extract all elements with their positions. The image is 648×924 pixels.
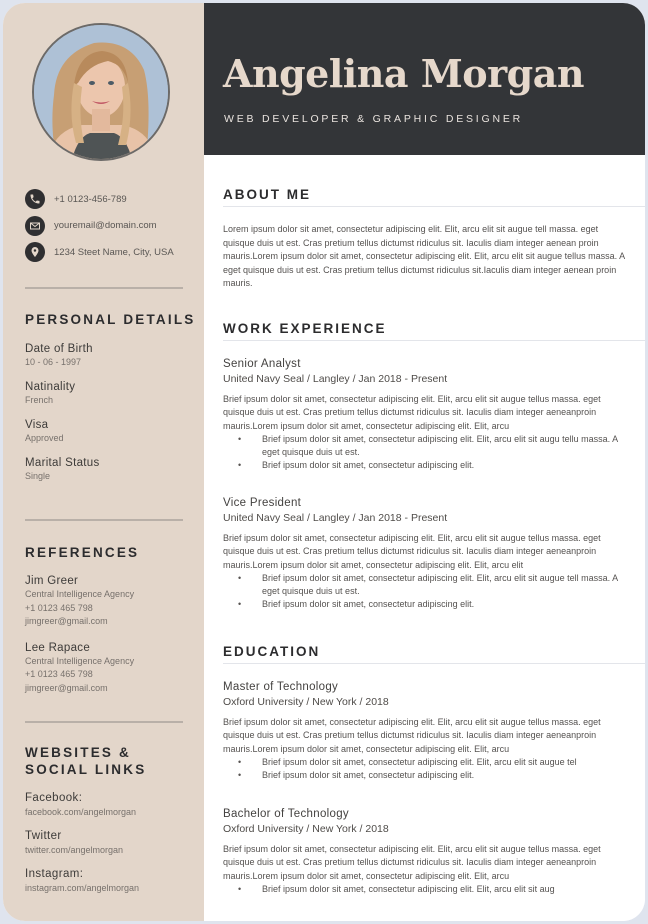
detail-item xyxy=(25,418,100,445)
bullet-item: • Brief ipsum dolor sit amet, consectetur adipiscing elit. Elit, arcu elit sit augu tellu massa. A eget quisque duis ut est. xyxy=(262,433,633,460)
detail-item xyxy=(25,380,100,407)
mail-icon xyxy=(25,216,45,236)
reference-phone: +1 0123 465 798 xyxy=(25,669,93,679)
bullet-item: • Brief ipsum dolor sit amet, consectetur adipiscing elit. Elit, arcu elit sit augue tel xyxy=(262,756,633,769)
reference-item xyxy=(25,641,134,696)
detail-item xyxy=(25,456,100,483)
detail-value: Single xyxy=(25,471,51,481)
reference-name: Jim Greer xyxy=(25,575,79,587)
resume-page xyxy=(3,3,645,921)
job-bullets xyxy=(223,572,633,612)
detail-value: French xyxy=(25,395,54,405)
reference-org: Central Intelligence Agency xyxy=(25,589,135,599)
degree-bullets xyxy=(223,756,633,783)
education-entry xyxy=(223,807,633,896)
degree-bullets xyxy=(223,883,633,896)
about-heading: ABOUT ME xyxy=(223,187,645,207)
social-link[interactable]: twitter.com/angelmorgan xyxy=(25,845,124,855)
job-subtitle: United Navy Seal / Langley / Jan 2018 - Present xyxy=(223,512,448,524)
contact-phone xyxy=(25,186,174,213)
full-name: Angelina Morgan xyxy=(223,51,584,96)
job-entry xyxy=(223,357,633,473)
sidebar xyxy=(3,3,204,921)
job-description: Brief ipsum dolor sit amet, consectetur adipiscing elit. Elit, arcu elit sit augue tellus massa. eget quisque duis ut est. Cras pretium tellus dictumst ridiculus sit. Iaculis diam integer aeneanproin mauris.Lorem ipsum dolor sit amet, consectetur adipiscing elit. Elit, arcu xyxy=(223,394,601,431)
job-role: WEB DEVELOPER & GRAPHIC DESIGNER xyxy=(224,113,524,125)
detail-label: Date of Birth xyxy=(25,343,93,355)
job-bullets xyxy=(223,433,633,473)
degree-description: Brief ipsum dolor sit amet, consectetur adipiscing elit. Elit, arcu elit sit augue tellus massa. eget quisque duis ut est. Cras pretium tellus dictumst ridiculus sit. Iaculis diam integer aeneanproin mauris.Lorem ipsum dolor sit amet, consectetur adipiscing elit. Elit, arcu xyxy=(223,717,601,754)
contact-email xyxy=(25,213,174,240)
job-entry xyxy=(223,496,633,612)
references-list xyxy=(25,574,134,707)
job-subtitle: United Navy Seal / Langley / Jan 2018 - Present xyxy=(223,373,448,385)
bullet-item: • Brief ipsum dolor sit amet, consectetur adipiscing elit. xyxy=(262,769,633,782)
job-description: Brief ipsum dolor sit amet, consectetur adipiscing elit. Elit, arcu elit sit augue tellus massa. eget quisque duis ut est. Cras pretium tellus dictumst ridiculus sit. Iaculis diam integer aeneanproin mauris.Lorem ipsum dolor sit amet, consectetur adipiscing elit. Elit, arcu elit xyxy=(223,533,601,570)
bullet-item: • Brief ipsum dolor sit amet, consectetur adipiscing elit. Elit, arcu elit sit aug xyxy=(262,883,633,896)
reference-name: Lee Rapace xyxy=(25,641,91,654)
divider xyxy=(25,287,183,289)
street-address: 1234 Steet Name, City, USA xyxy=(54,246,174,258)
social-link[interactable]: facebook.com/angelmorgan xyxy=(25,807,137,817)
social-label: Twitter xyxy=(25,830,62,842)
social-links-list xyxy=(25,791,139,905)
divider xyxy=(25,721,183,723)
social-link[interactable]: instagram.com/angelmorgan xyxy=(25,883,140,893)
social-item xyxy=(25,867,139,895)
divider xyxy=(25,519,183,521)
detail-value: 10 - 06 - 1997 xyxy=(25,357,82,367)
portrait-image-icon xyxy=(34,25,168,159)
social-item xyxy=(25,829,139,857)
social-item xyxy=(25,791,139,819)
reference-org: Central Intelligence Agency xyxy=(25,655,135,666)
job-title: Senior Analyst xyxy=(223,358,301,370)
bullet-item: • Brief ipsum dolor sit amet, consectetur adipiscing elit. xyxy=(262,459,633,472)
degree-subtitle: Oxford University / New York / 2018 xyxy=(223,823,389,835)
job-title: Vice President xyxy=(223,497,302,509)
personal-details-list xyxy=(25,342,100,494)
bullet-item: • Brief ipsum dolor sit amet, consectetur adipiscing elit. xyxy=(262,598,633,611)
work-experience-heading: WORK EXPERIENCE xyxy=(223,321,645,341)
contact-address xyxy=(25,239,174,266)
detail-value: Approved xyxy=(25,433,64,443)
detail-label: Marital Status xyxy=(25,457,100,469)
social-heading-line1: WEBSITES & xyxy=(25,745,132,760)
bullet-item: • Brief ipsum dolor sit amet, consectetur adipiscing elit. Elit, arcu elit sit augue tell massa. A eget quisque duis ut est. xyxy=(262,572,633,599)
detail-label: Natinality xyxy=(25,381,76,393)
about-text: Lorem ipsum dolor sit amet, consectetur adipiscing elit. Elit, arcu elit sit augue tell massa. eget quisque duis ut est. Cras pretium tellus dictumst ridiculus sit. Iaculis diam integer aenean proin mauris.Lorem ipsum dolor sit amet, consectetur adipiscing elit. Elit, arcu elit sit augue tellus massa. A eget quisque duis ut est. Cras pretium tellus dictumst ridiculus sit.Iaculis diam integer aenean proin mauris. xyxy=(223,224,625,288)
personal-details-heading: PERSONAL DETAILS xyxy=(25,312,196,327)
reference-item xyxy=(25,574,134,629)
phone-icon xyxy=(25,189,45,209)
detail-item xyxy=(25,342,100,369)
social-label: Instagram: xyxy=(25,868,84,880)
reference-phone: +1 0123 465 798 xyxy=(25,602,93,613)
education-heading: EDUCATION xyxy=(223,644,645,664)
references-heading: REFERENCES xyxy=(25,545,140,560)
main-content xyxy=(204,3,645,921)
contact-list xyxy=(25,186,174,266)
education-entry xyxy=(223,680,633,782)
detail-label: Visa xyxy=(25,419,49,431)
reference-email: jimgreer@gmail.com xyxy=(25,682,108,693)
phone-number: +1 0123-456-789 xyxy=(54,193,127,205)
social-heading-line2: SOCIAL LINKS xyxy=(25,762,147,777)
location-pin-icon xyxy=(25,242,45,262)
degree-title: Bachelor of Technology xyxy=(223,808,349,820)
degree-subtitle: Oxford University / New York / 2018 xyxy=(223,696,389,708)
email-address: youremail@domain.com xyxy=(54,220,157,232)
resume-header xyxy=(204,3,645,155)
social-links-heading xyxy=(25,744,146,778)
social-label: Facebook: xyxy=(25,792,83,804)
degree-title: Master of Technology xyxy=(223,681,339,693)
reference-email: jimgreer@gmail.com xyxy=(25,616,108,626)
profile-photo xyxy=(32,23,170,161)
degree-description: Brief ipsum dolor sit amet, consectetur adipiscing elit. Elit, arcu elit sit augue tellus massa. eget quisque duis ut est. Cras pretium tellus dictumst ridiculus sit. Iaculis diam integer aeneanproin mauris.Lorem ipsum dolor sit amet, consectetur adipiscing elit. Elit, arcu xyxy=(223,844,601,881)
